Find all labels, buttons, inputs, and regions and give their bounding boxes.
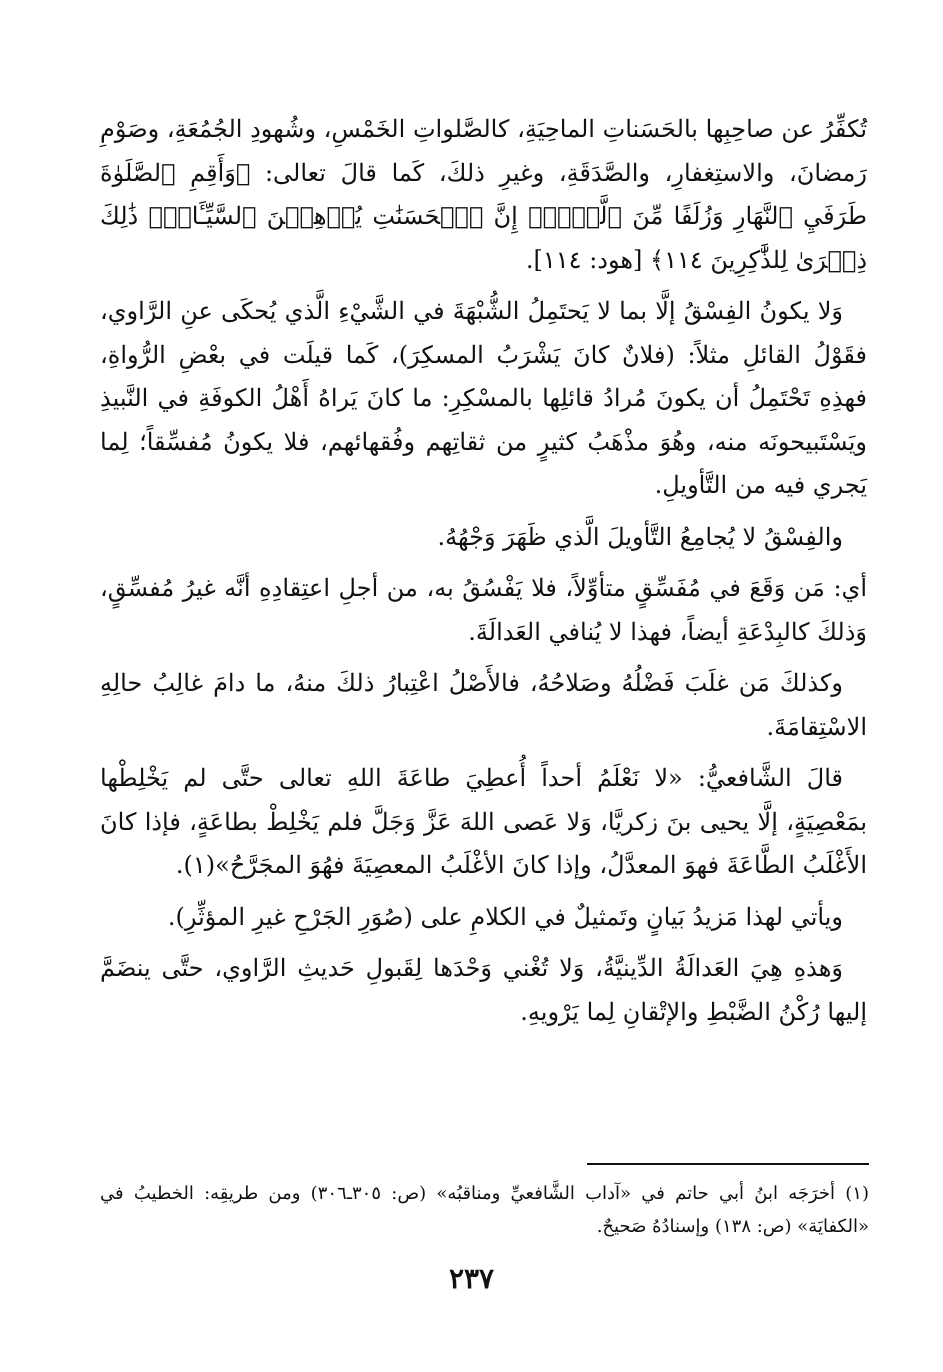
paragraph-jarh-note: ويأتي لهذا مَزيدُ بَيانٍ وتَمثيلٌ في الكلامِ على (صُوَرِ الجَرْحِ غيرِ المؤثِّرِ). bbox=[167, 902, 843, 931]
paragraph-fadl-salah: وكذلكَ مَن غلَبَ فَضْلُهُ وصَلاحُهُ، فالأَصْلُ اعْتِبارُ ذلكَ منهُ، ما دامَ غالِبُ حالِهِ الاسْتِقامَةَ. bbox=[100, 669, 867, 741]
paragraph-fisq-definition: وَلا يكونُ الفِسْقُ إلَّا بما لا يَحتَمِلُ الشُّبْهَةَ في الشَّيْءِ الَّذي يُحكَى عنِ الرَّاوي، فقَوْلُ القائلِ مثلاً: (فلانٌ كانَ يَشْرَبُ المسكِرَ)، كَما قيلَت في بعْضِ الرُّواةِ، فهذِهِ تَحْتَمِلُ أن يكونَ مُرادُ قائلِها بالمسْكِرِ: ما كانَ يَراهُ أَهْلُ الكوفَةِ في النَّبيذِ ويَسْتَبيحونَه منه، وهُوَ مذْهَبُ كثيرٍ من ثقاتِهم وفُقهائهم، فلا يكونُ مُفسِّقاً؛ لِما يَجري فيه من التَّأويلِ. bbox=[100, 297, 867, 499]
paragraph-fisq-tawil: والفِسْقُ لا يُجامِعُ التَّأويلَ الَّذي ظَهَرَ وَجْهُهُ. bbox=[437, 522, 843, 551]
footnotes-block bbox=[100, 1177, 869, 1243]
paragraph-adalah-diniyyah: وَهذهِ هِيَ العَدالَةُ الدِّينيَّةُ، وَلا تُغْني وَحْدَها لِقَبولِ حَديثِ الرَّاوي، حتَّى ينضَمَّ إليها رُكْنُ الضَّبْطِ والإتْقانِ لِما يَرْويهِ. bbox=[100, 954, 867, 1026]
paragraph-shafii-quote: قالَ الشَّافعيُّ: «لا نَعْلَمُ أحداً أُعطِيَ طاعَةَ اللهِ تعالى حتَّى لم يَخْلِطْها بمَعْصِيَةٍ، إلَّا يحيى بنَ زكريَّا، وَلا عَصى اللهَ عَزَّ وَجَلَّ فلم يَخْلِطْ بطاعَةٍ، فإذا كانَ الأَغْلَبُ الطَّاعَةَ فهوَ المعدَّلُ، وإذا كانَ الأغْلَبُ المعصِيَةَ فهُوَ المجَرَّحُ»(١). bbox=[100, 764, 867, 879]
footnote-1: (١) أخرَجَه ابنُ أبي حاتم في «آداب الشَّافعيِّ ومناقبُه» (ص: ٣٠٥ـ٣٠٦) ومن طريقِه: الخطيبُ في «الكفايَة» (ص: ١٣٨) وإسنادُهُ صَحيحٌ. bbox=[100, 1183, 869, 1237]
paragraph-mutaawwil: أي: مَن وَقَعَ في مُفَسِّقٍ متأوِّلاً، فلا يَفْسُقُ به، من أجلِ اعتِقادِهِ أنَّه غيرُ مُفسِّقٍ، وَذلكَ كالبِدْعَةِ أيضاً، فهذا لا يُنافي العَدالَةَ. bbox=[100, 574, 867, 646]
main-text-block bbox=[100, 108, 867, 1042]
footnote-separator bbox=[587, 1163, 869, 1165]
page-number: ٢٣٧ bbox=[448, 1262, 495, 1295]
paragraph-quran-citation: تُكفِّرُ عن صاحِبِها بالحَسَناتِ الماحِيَةِ، كالصَّلواتِ الخَمْسِ، وشُهودِ الجُمُعَةِ، وصَوْمِ رَمضانَ، والاستِغفارِ، والصَّدَقَةِ، وغيرِ ذلكَ، كَما قالَ تعالى: ﴿وَأَقِمِ ٱلصَّلَوٰةَ طَرَفَيِ ٱلنَّهَارِ وَزُلَفًا مِّنَ ٱلَّيۡلِۚ إِنَّ ٱلۡحَسَنَٰتِ يُذۡهِبۡنَ ٱلسَّيِّـَٔاتِۚ ذَٰلِكَ ذِكۡرَىٰ لِلذَّٰكِرِينَ ١١٤﴾ [هود: ١١٤]. bbox=[100, 115, 867, 274]
